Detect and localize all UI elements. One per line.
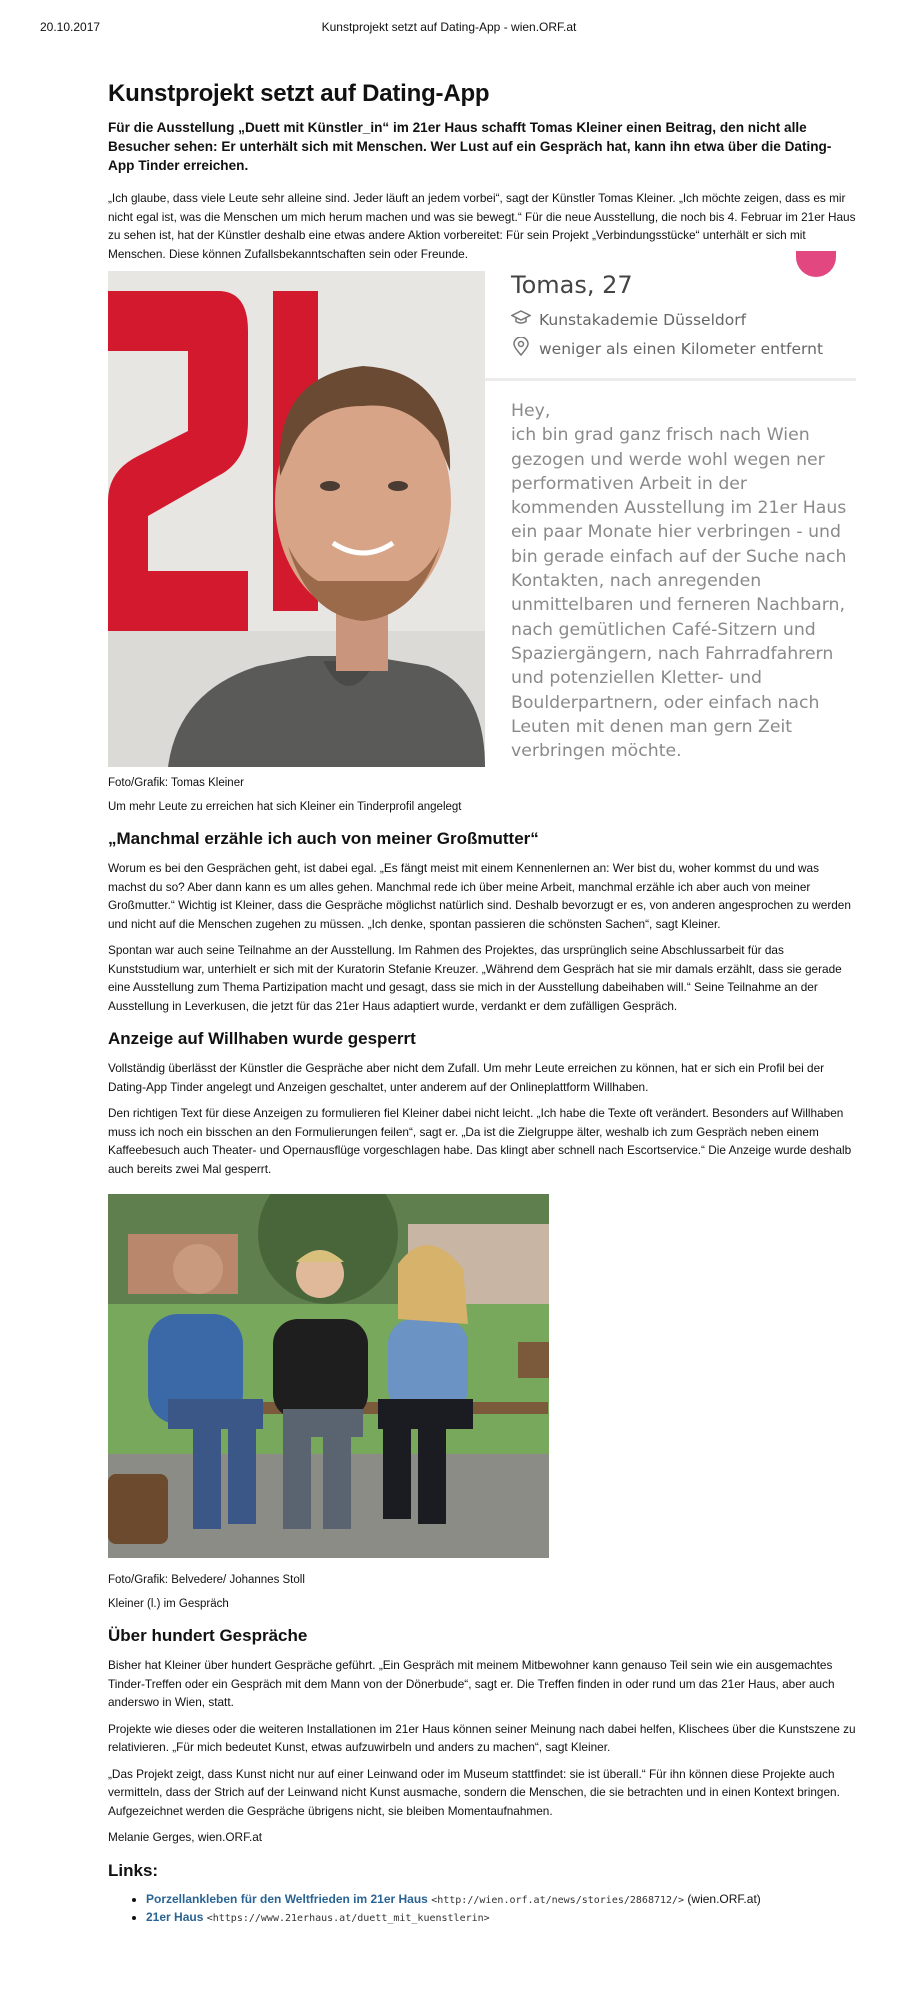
article-author: Melanie Gerges, wien.ORF.at	[108, 1830, 263, 1844]
group-illustration	[108, 1194, 549, 1558]
article	[108, 80, 856, 1927]
link-21er-haus[interactable]: 21er Haus	[146, 1909, 204, 1924]
print-page-title: Kunstprojekt setzt auf Dating-App - wien.ORF.at	[321, 20, 577, 34]
profile-panel	[485, 271, 856, 767]
tinder-profile-screenshot	[108, 271, 856, 767]
paragraph: Bisher hat Kleiner über hundert Gespräche geführt. „Ein Gespräch mit meinem Mitbewohner kann genauso Teil sein wie ein ausgemachtes Tinder-Treffen oder ein Gespräch mit dem Mann von der Dönerbude“, sagt er. Die Treffen finden in oder rund um das 21er Haus, aber auch anderswo in Wien, statt.	[108, 1658, 835, 1709]
paragraph: Projekte wie dieses oder die weiteren Installationen im 21er Haus können seiner Meinung nach dabei helfen, Klischees über die Kunstszene zu relativieren. „Für mich bedeutet Kunst, etwas aufzuwirbeln und anders zu machen“, sagt Kleiner.	[108, 1721, 856, 1754]
group-photo	[108, 1194, 549, 1558]
profile-school: Kunstakademie Düsseldorf	[539, 311, 747, 329]
photo-caption: Kleiner (l.) im Gespräch	[108, 1598, 229, 1610]
article-lead: Für die Ausstellung „Duett mit Künstler_in“ im 21er Haus schafft Tomas Kleiner einen Beitrag, den nicht alle Besucher sehen: Er unterhält sich mit Menschen. Wer Lust auf ein Gespräch hat, kann ihn etwa über die Dating-App Tinder erreichen.	[108, 120, 832, 173]
portrait-photo	[108, 271, 485, 767]
profile-school-row	[511, 309, 746, 331]
section-heading: Anzeige auf Willhaben wurde gesperrt	[108, 1029, 416, 1048]
profile-divider	[485, 378, 856, 381]
links-heading: Links:	[108, 1860, 159, 1880]
link-porzellankleben[interactable]: Porzellankleben für den Weltfrieden im 21er Haus	[146, 1891, 428, 1906]
link-url: <http://wien.orf.at/news/stories/2868712/>	[431, 1894, 685, 1906]
paragraph: Worum es bei den Gesprächen geht, ist dabei egal. „Es fängt meist mit einem Kennenlernen an: Wer bist du, woher kommst du und was machst du so? Aber dann kann es um alles gehen. Manchmal rede ich über meine Arbeit, manchmal erzähle ich aber auch von meiner Großmutter.“ Wichtig ist Kleiner, dass die Gespräche möglichst natürlich sind. Deshalb bevorzugt er es, von anderen angesprochen zu werden und nicht auf die Menschen zugehen zu müssen. „Ich denke, spontan passieren die schönsten Sachen“, sagt Kleiner.	[108, 861, 851, 931]
portrait-illustration	[108, 271, 485, 767]
list-item	[146, 1891, 856, 1909]
photo-credit: Foto/Grafik: Tomas Kleiner	[108, 777, 244, 789]
article-title: Kunstprojekt setzt auf Dating-App	[108, 80, 490, 107]
profile-distance: weniger als einen Kilometer entfernt	[539, 340, 824, 358]
link-url: <https://www.21erhaus.at/duett_mit_kuenstlerin>	[206, 1912, 490, 1924]
paragraph: Spontan war auch seine Teilnahme an der Ausstellung. Im Rahmen des Projektes, das ursprünglich seine Abschlussarbeit für das Kunststudium war, unterhielt er sich mit der Kuratorin Stefanie Kreuzer. „Während dem Gespräch hat sie mir damals erzählt, dass sie gerade eine Ausstellung zum Thema Partizipation macht und gesagt, dass sie mich in der Ausstellung dabeihaben will.“ Seine Teilnahme an der Ausstellung in Leverkusen, die jetzt für das 21er Haus adaptiert wurde, verdankt er dem zufälligen Gespräch.	[108, 943, 842, 1013]
pink-button-edge	[796, 251, 836, 277]
section-heading: Über hundert Gespräche	[108, 1626, 308, 1645]
photo-caption: Um mehr Leute zu erreichen hat sich Kleiner ein Tinderprofil angelegt	[108, 801, 462, 813]
paragraph: „Das Projekt zeigt, dass Kunst nicht nur auf einer Leinwand oder im Museum stattfindet: sie ist überall.“ Für ihn können diese Projekte auch vermitteln, dass der Strich auf der Leinwand nicht Kunst ausmache, sondern die Menschen, die sie betrachten und in einen Kontext bringen. Aufgezeichnet werden die Gespräche übrigens nicht, sie bleiben Momentaufnahmen.	[108, 1766, 840, 1818]
graduation-cap-icon	[511, 309, 539, 331]
profile-name: Tomas, 27	[511, 271, 633, 299]
article-intro: „Ich glaube, dass viele Leute sehr alleine sind. Jeder läuft an jedem vorbei“, sagt der Künstler Tomas Kleiner. „Ich möchte zeigen, dass es mir nicht egal ist, was die Menschen um mich herum machen und was sie bewegt.“ Für die neue Ausstellung, die noch bis 4. Februar im 21er Haus zu sehen ist, hat der Künstler deshalb eine etwas andere Aktion vorbereitet: Für sein Projekt „Verbindungsstücke“ unterhält er sich mit Menschen. Diese können Zufallsbekanntschaften sein oder Freunde.	[108, 191, 856, 261]
paragraph: Vollständig überlässt der Künstler die Gespräche aber nicht dem Zufall. Um mehr Leute erreichen zu können, hat er sich ein Profil bei der Dating-App Tinder angelegt und Anzeigen geschaltet, unter anderem auf der Onlineplattform Willhaben.	[108, 1061, 825, 1094]
photo-credit: Foto/Grafik: Belvedere/ Johannes Stoll	[108, 1574, 305, 1586]
location-pin-icon	[511, 337, 539, 361]
paragraph: Den richtigen Text für diese Anzeigen zu formulieren fiel Kleiner dabei nicht leicht. „Ich habe die Texte oft verändert. Besonders auf Willhaben muss ich noch ein bisschen an den Formulierungen feilen“, sagt er. „Da ist die Zielgruppe älter, weshalb ich zum Gespräch neben einem Kaffeebesuch auch Theater- und Opernausflüge vorgeschlagen habe. Das klingt aber schnell nach Escortservice.“ Die Anzeige wurde deshalb auch bereits zwei Mal gesperrt.	[108, 1106, 852, 1176]
profile-distance-row	[511, 337, 823, 361]
print-header	[40, 20, 858, 40]
link-source: (wien.ORF.at)	[687, 1891, 761, 1906]
profile-bio: Hey, ich bin grad ganz frisch nach Wien gezogen und werde wohl wegen ner performativen Arbeit in der kommenden Ausstellung im 21er Haus ein paar Monate hier verbringen - und bin gerade einfach auf der Suche nach Kontakten, nach anregenden unmittelbaren und ferneren Nachbarn, nach gemütlichen Café-Sitzern und Spaziergängern, nach Fahrradfahrern und potenziellen Kletter- und Boulderpartnern, oder einfach nach Leuten mit denen man gern Zeit verbringen möchte.	[511, 401, 847, 762]
list-item	[146, 1909, 856, 1927]
section-heading: „Manchmal erzähle ich auch von meiner Großmutter“	[108, 829, 539, 848]
links-list	[108, 1891, 856, 1927]
print-date: 20.10.2017	[40, 20, 101, 34]
